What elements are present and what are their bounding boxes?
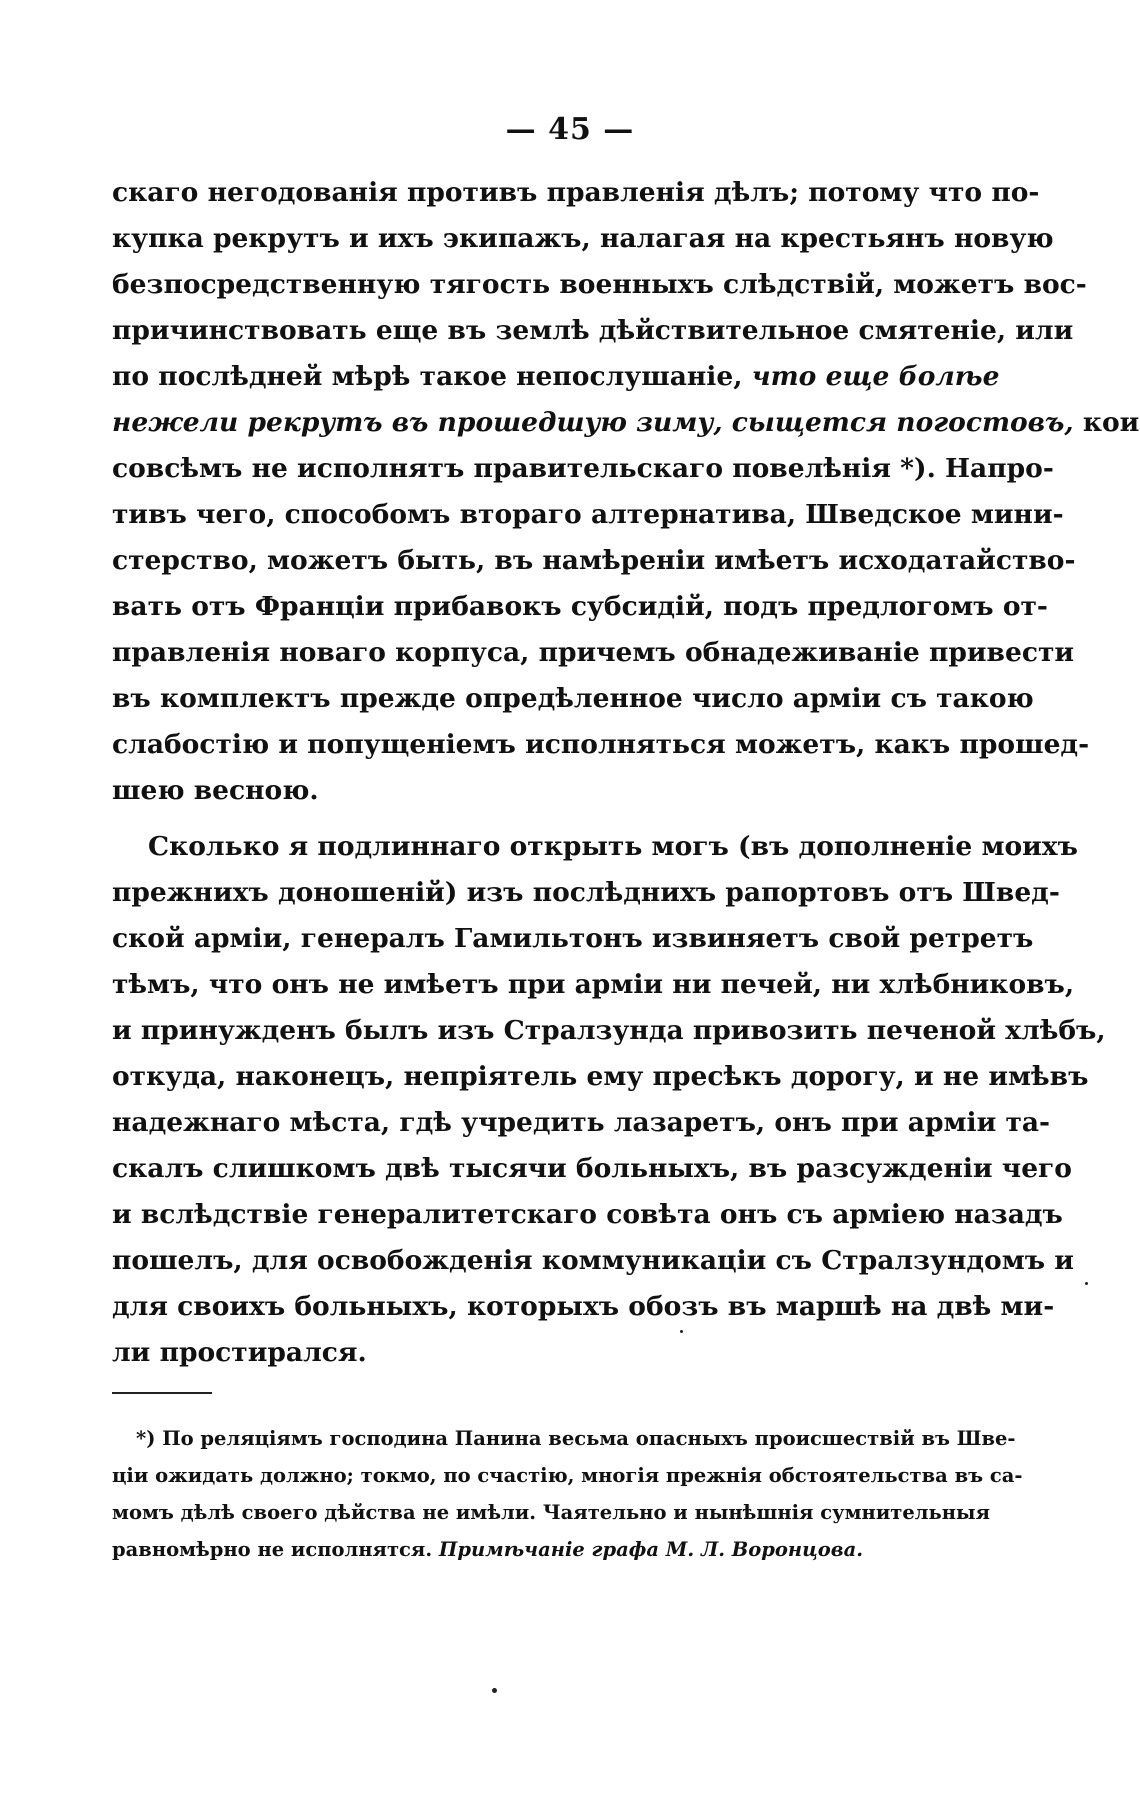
italic-fragment: нежели рекрутъ въ прошедшую зиму, сыщется погостовъ, <box>112 407 1074 438</box>
text-line: Сколько я подлиннаго открыть могъ (въ дополненіе моихъ <box>148 831 1078 862</box>
text-line: откуда, наконецъ, непріятель ему пресѣкъ дорогу, и не имѣвъ <box>112 1061 1089 1092</box>
text-line <box>112 400 1140 446</box>
text-line: совсѣмъ не исполнятъ правительскаго повелѣнія *). Напро- <box>112 453 1054 484</box>
footnote <box>112 1420 1023 1568</box>
scan-speck <box>680 1330 683 1333</box>
text-fragment: по послѣдней мѣрѣ такое непослушаніе, <box>112 361 743 392</box>
text-fragment: кои <box>1082 407 1140 438</box>
text-line: ли простирался. <box>112 1337 367 1368</box>
paragraph-gap <box>112 814 990 824</box>
footnote-attribution: Примѣчаніе графа М. Л. Воронцова. <box>438 1538 864 1561</box>
text-line: шею весною. <box>112 775 319 806</box>
text-line: и вслѣдствіе генералитетскаго совѣта онъ съ арміею назадъ <box>112 1199 1063 1230</box>
text-line: правленія новаго корпуса, причемъ обнадеживаніе привести <box>112 637 1075 668</box>
italic-fragment: что еще болѣе <box>751 361 1000 392</box>
footnote-divider <box>112 1392 212 1394</box>
paragraph-2 <box>112 824 1106 1376</box>
scan-speck <box>1085 1282 1088 1285</box>
footnote-line: *) По реляціямъ господина Панина весьма опасныхъ происшествій въ Шве- <box>136 1427 1016 1450</box>
text-line: скаго негодованія противъ правленія дѣлъ; потому что по- <box>112 177 1040 208</box>
main-text <box>112 170 1140 1376</box>
text-line: и принужденъ былъ изъ Стралзунда привозить печеной хлѣбъ, <box>112 1015 1106 1046</box>
paragraph-1 <box>112 170 1140 814</box>
page-number: — 45 — <box>505 112 635 147</box>
text-line: ской арміи, генералъ Гамильтонъ извиняетъ свой ретретъ <box>112 923 1034 954</box>
text-line: безпосредственную тягость военныхъ слѣдствій, можетъ вос- <box>112 269 1087 300</box>
footnote-line <box>112 1531 990 1568</box>
text-line: вать отъ Франціи прибавокъ субсидій, подъ предлогомъ от- <box>112 591 1048 622</box>
text-line: тѣмъ, что онъ не имѣетъ при арміи ни печей, ни хлѣбниковъ, <box>112 969 1075 1000</box>
footnote-line: ціи ожидать должно; токмо, по счастію, многія прежнія обстоятельства въ са- <box>112 1464 1023 1487</box>
text-line: купка рекрутъ и ихъ экипажъ, налагая на крестьянъ новую <box>112 223 1054 254</box>
text-line: пошелъ, для освобожденія коммуникаціи съ Стралзундомъ и <box>112 1245 1074 1276</box>
text-line: для своихъ больныхъ, которыхъ обозъ въ маршѣ на двѣ ми- <box>112 1291 1055 1322</box>
text-line: слабостію и попущеніемъ исполняться можетъ, какъ прошед- <box>112 729 1090 760</box>
text-line: въ комплектъ прежде опредѣленное число арміи съ такою <box>112 683 1034 714</box>
text-line: прежнихъ доношеній) изъ послѣднихъ рапортовъ отъ Швед- <box>112 877 1060 908</box>
text-line: надежнаго мѣста, гдѣ учредить лазаретъ, онъ при арміи та- <box>112 1107 1051 1138</box>
text-line: стерство, можетъ быть, въ намѣреніи имѣетъ исходатайство- <box>112 545 1076 576</box>
text-line: причинствовать еще въ землѣ дѣйствительное смятеніе, или <box>112 315 1074 346</box>
text-line <box>112 354 1000 400</box>
text-line: тивъ чего, способомъ втораго алтернатива, Шведское мини- <box>112 499 1064 530</box>
scan-speck <box>492 1688 497 1693</box>
text-line: скалъ слишкомъ двѣ тысячи больныхъ, въ разсужденіи чего <box>112 1153 1072 1184</box>
footnote-fragment: равномѣрно не исполнятся. <box>112 1538 433 1561</box>
footnote-line: момъ дѣлѣ своего дѣйства не имѣли. Чаятельно и нынѣшнія сумнительныя <box>112 1501 990 1524</box>
